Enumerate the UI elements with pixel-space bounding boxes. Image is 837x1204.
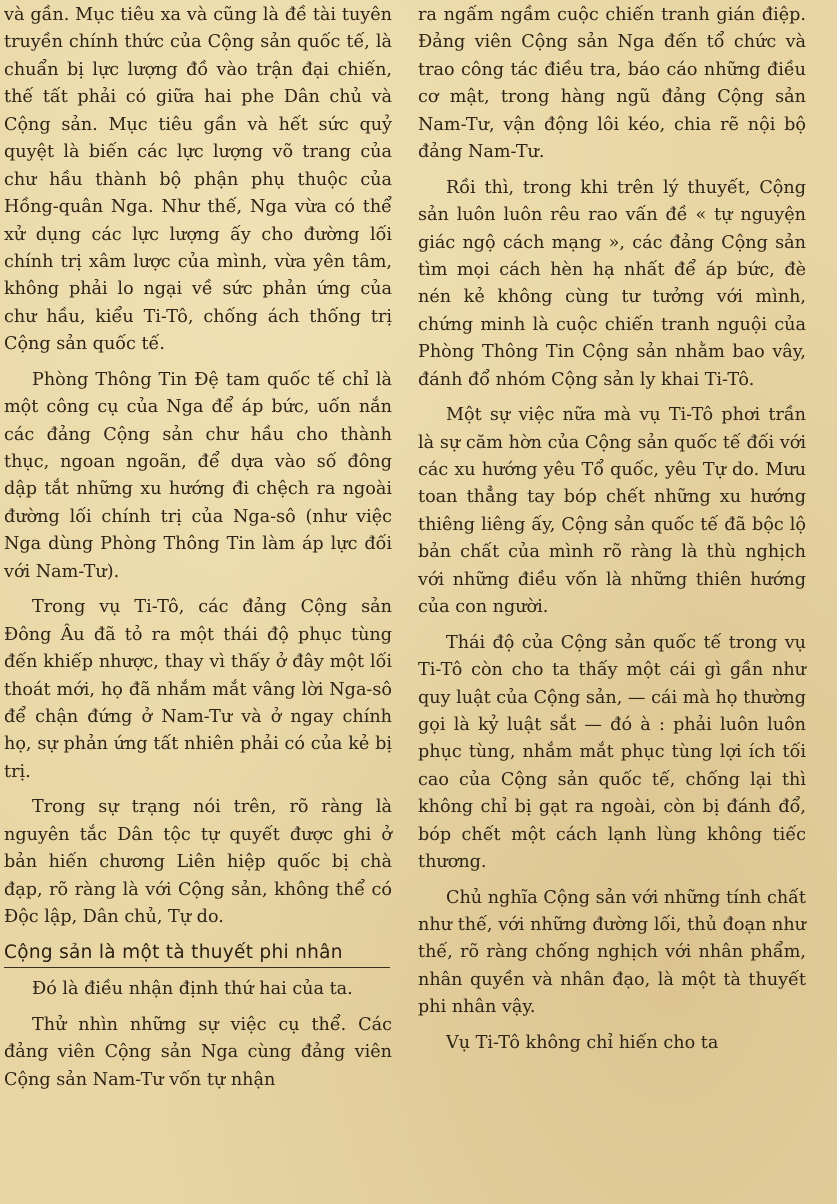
right-column — [418, 2, 806, 1065]
paragraph: Rồi thì, trong khi trên lý thuyết, Cộng sản luôn luôn rêu rao vấn đề « tự nguyện giác ngộ cách mạng », các đảng Cộng sản tìm mọi cách hèn hạ nhất để áp bức, đè nén kẻ không cùng tư tưởng với mình, chứng minh là cuộc chiến tranh nguội của Phòng Thông Tin Cộng sản nhằm bao vây, đánh đổ nhóm Cộng sản ly khai Ti-Tô. — [418, 177, 806, 390]
paragraph: Phòng Thông Tin Đệ tam quốc tế chỉ là một công cụ của Nga để áp bức, uốn nắn các đảng Cộng sản chư hầu cho thành thục, ngoan ngoãn, để dựa vào số đông dập tắt những xu hướng đi chệch ra ngoài đường lối chính trị của Nga-sô (như việc Nga dùng Phòng Thông Tin làm áp lực đối với Nam-Tư). — [4, 369, 392, 582]
section-heading: Cộng sản là một tà thuyết phi nhân — [4, 941, 390, 968]
paragraph: Thái độ của Cộng sản quốc tế trong vụ Ti-Tô còn cho ta thấy một cái gì gần như quy luật của Cộng sản, — cái mà họ thường gọi là kỷ luật sắt — đó à : phải luôn luôn phục tùng, nhắm mắt phục tùng lợi ích tối cao của Cộng sản quốc tế, chống lại thì không chỉ bị gạt ra ngoài, còn bị đánh đổ, bóp chết một cách lạnh lùng không tiếc thương. — [418, 632, 806, 873]
paragraph: ra ngấm ngầm cuộc chiến tranh gián điệp. Đảng viên Cộng sản Nga đến tổ chức và trao công tác điều tra, báo cáo những điều cơ mật, trong hàng ngũ đảng Cộng sản Nam-Tư, vận động lôi kéo, chia rẽ nội bộ đảng Nam-Tư. — [418, 5, 806, 163]
paragraph: Chủ nghĩa Cộng sản với những tính chất như thế, với những đường lối, thủ đoạn như thế, rõ ràng chống nghịch với nhân phẩm, nhân quyền và nhân đạo, là một tà thuyết phi nhân vậy. — [418, 887, 806, 1018]
paragraph: Vụ Ti-Tô không chỉ hiến cho ta — [446, 1032, 719, 1053]
paragraph: Thử nhìn những sự việc cụ thể. Các đảng viên Cộng sản Nga cùng đảng viên Cộng sản Nam-Tư vốn tự nhận — [4, 1014, 392, 1090]
paragraph: Một sự việc nữa mà vụ Ti-Tô phơi trần là sự căm hờn của Cộng sản quốc tế đối với các xu hướng yêu Tổ quốc, yêu Tự do. Mưu toan thẳng tay bóp chết những xu hướng thiêng liêng ấy, Cộng sản quốc tế đã bộc lộ bản chất của mình rõ ràng là thù nghịch với những điều vốn là những thiên hướng của con người. — [418, 405, 806, 618]
paragraph: Trong vụ Ti-Tô, các đảng Cộng sản Đông Âu đã tỏ ra một thái độ phục tùng đến khiếp nhược, thay vì thấy ở đây một lối thoát mới, họ đã nhắm mắt vâng lời Nga-sô để chận đứng ở Nam-Tư và ở ngay chính họ, sự phản ứng tất nhiên phải có của kẻ bị trị. — [4, 597, 392, 782]
paragraph: Trong sự trạng nói trên, rõ ràng là nguyên tắc Dân tộc tự quyết được ghi ở bản hiến chương Liên hiệp quốc bị chà đạp, rõ ràng là với Cộng sản, không thể có Độc lập, Dân chủ, Tự do. — [4, 797, 392, 927]
paragraph: và gần. Mục tiêu xa và cũng là đề tài tuyên truyền chính thức của Cộng sản quốc tế, là chuẩn bị lực lượng đồ vào trận đại chiến, thế tất phải có giữa hai phe Dân chủ và Cộng sản. Mục tiêu gần và hết sức quỷ quyệt là biến các lực lượng võ trang của chư hầu thành bộ phận phụ thuộc của Hồng-quân Nga. Như thế, Nga vừa có thể xử dụng các lực lượng ấy cho đường lối chính trị xâm lược của mình, vừa yên tâm, không phải lo ngại về sức phản ứng của chư hầu, kiểu Ti-Tô, chống ách thống trị Cộng sản quốc tế. — [4, 5, 392, 355]
left-column — [4, 2, 392, 1102]
paragraph: Đó là điều nhận định thứ hai của ta. — [32, 979, 353, 1000]
